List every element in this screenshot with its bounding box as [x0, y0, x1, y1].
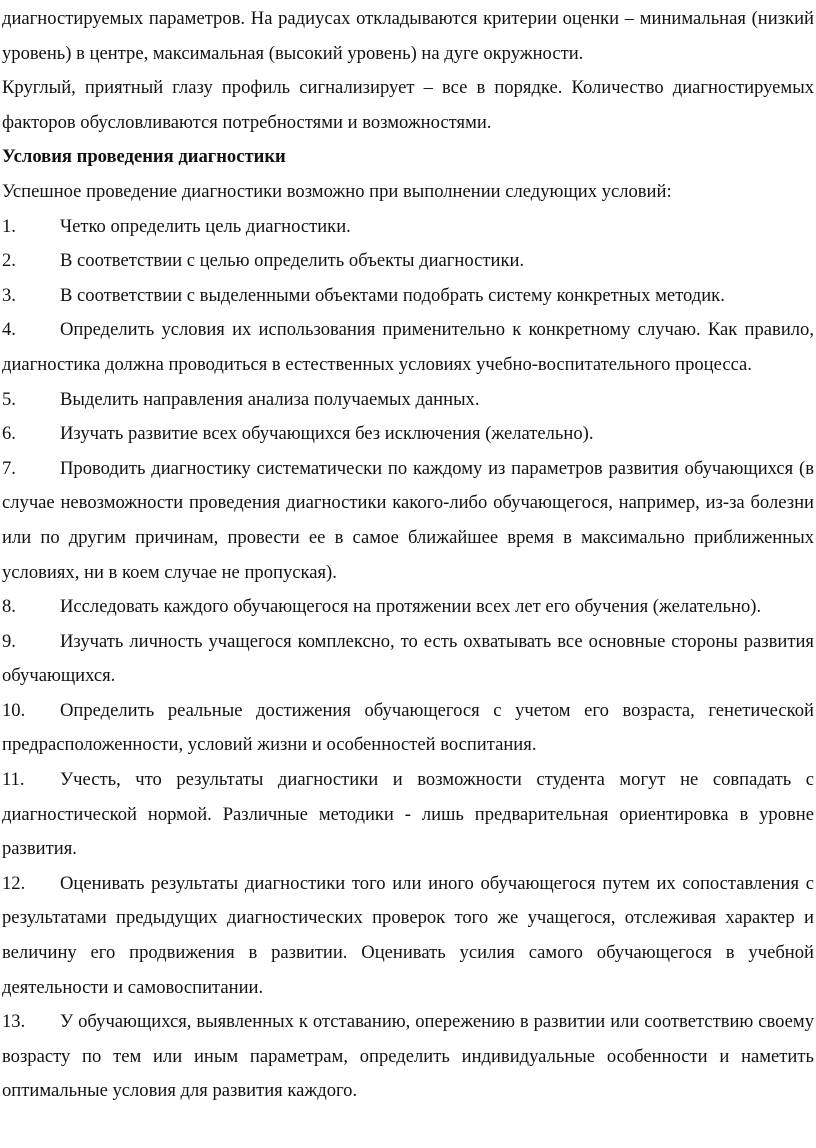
list-item-number: 10. [2, 699, 26, 721]
list-item-text: Изучать развитие всех обучающихся без исключения (желательно). [60, 423, 594, 445]
list-item-text: Оценивать результаты диагностики того или иного обучающегося путем их сопоставления с результатами предыдущих диагностических проверок того же учащегося, отслеживая характер и величину его продвижения в развитии. Оценивать усилия самого обучающегося в учебной деятельности и самовоспитании. [2, 872, 814, 998]
list-item [2, 383, 814, 418]
list-item-number: 2. [2, 250, 16, 272]
section-heading: Условия проведения диагностики [2, 146, 286, 168]
list-item-number: 5. [2, 388, 16, 410]
list-item-text: Выделить направления анализа получаемых данных. [60, 388, 480, 410]
list-item-number: 3. [2, 284, 16, 306]
list-item-text: Проводить диагностику систематически по каждому из параметров развития обучающихся (в случае невозможности проведения диагностики какого-либо обучающегося, например, из-за болезни или по другим причинам, провести ее в самое ближайшее время в максимально приближенных условиях, ни в коем случае не пропуская). [2, 457, 814, 583]
list-item [2, 452, 814, 590]
list-item [2, 417, 814, 452]
list-item-text: Определить реальные достижения обучающегося с учетом его возраста, генетической предрасположенности, условий жизни и особенностей воспитания. [2, 699, 814, 756]
section-lead: Успешное проведение диагностики возможно при выполнении следующих условий: [2, 180, 672, 202]
document-page [0, 2, 816, 1148]
list-item-number: 6. [2, 423, 16, 445]
list-item [2, 313, 814, 382]
list-item-number: 12. [2, 872, 26, 894]
list-item [2, 244, 814, 279]
list-item [2, 210, 814, 245]
list-item-number: 1. [2, 215, 16, 237]
list-item-number: 8. [2, 596, 16, 618]
list-item-text: Исследовать каждого обучающегося на протяжении всех лет его обучения (желательно). [60, 596, 762, 618]
list-item [2, 694, 814, 763]
list-item-text: Изучать личность учащегося комплексно, то есть охватывать все основные стороны развития обучающихся. [2, 630, 814, 687]
list-item-text: Определить условия их использования применительно к конкретному случаю. Как правило, диагностика должна проводиться в естественных условиях учебно-воспитательного процесса. [2, 319, 814, 375]
list-item-number: 4. [2, 319, 16, 341]
list-item [2, 1005, 814, 1109]
list-item-text: Четко определить цель диагностики. [60, 215, 351, 237]
list-item-text: У обучающихся, выявленных к отставанию, опережению в развитии или соответствию своему возрасту по тем или иным параметрам, определить индивидуальные особенности и наметить оптимальные условия для развития каждого. [2, 1011, 814, 1102]
intro-paragraph-2: Круглый, приятный глазу профиль сигнализирует – все в порядке. Количество диагностируемых факторов обусловливаются потребностями и возможностями. [2, 77, 814, 133]
list-item-number: 11. [2, 769, 25, 791]
list-item [2, 590, 814, 625]
list-item [2, 279, 814, 314]
list-item [2, 625, 814, 694]
intro-paragraph-1: диагностируемых параметров. На радиусах откладываются критерии оценки – минимальная (низкий уровень) в центре, максимальная (высокий уровень) на дуге окружности. [2, 8, 814, 64]
list-item [2, 867, 814, 1005]
list-item-number: 13. [2, 1011, 26, 1033]
list-item-number: 9. [2, 630, 16, 652]
list-item-text: В соответствии с выделенными объектами подобрать систему конкретных методик. [60, 284, 725, 306]
list-item [2, 763, 814, 867]
list-item-number: 7. [2, 457, 16, 479]
list-item-text: Учесть, что результаты диагностики и возможности студента могут не совпадать с диагностической нормой. Различные методики - лишь предварительная ориентировка в уровне развития. [2, 769, 814, 860]
list-item-text: В соответствии с целью определить объекты диагностики. [60, 250, 525, 272]
